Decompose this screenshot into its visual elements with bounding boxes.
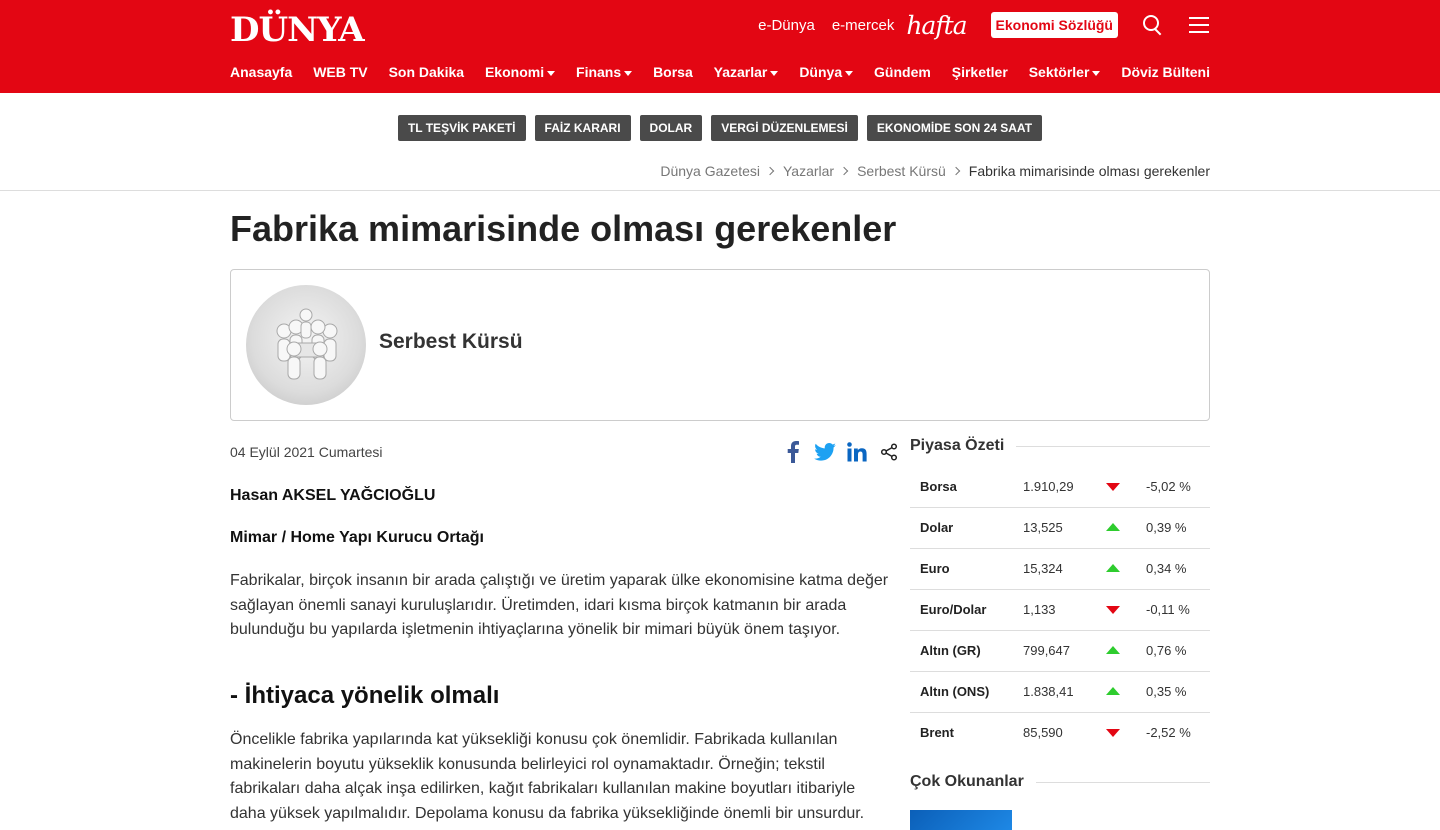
hafta-logo-link[interactable]: hafta (906, 10, 967, 40)
most-read-title (910, 773, 1210, 791)
author-title: Mimar / Home Yapı Kurucu Ortağı (230, 529, 484, 546)
caret-down-icon (845, 71, 853, 76)
author-name: Hasan AKSEL YAĞCIOĞLU (230, 487, 436, 504)
market-name: Borsa (920, 479, 957, 494)
breadcrumb-home[interactable]: Dünya Gazetesi (660, 163, 760, 179)
search-icon[interactable] (1142, 14, 1164, 36)
market-row-altin-gr[interactable] (910, 631, 1210, 672)
arrow-up-icon (1106, 523, 1120, 531)
market-change: -2,52 % (1146, 725, 1191, 740)
linkedin-icon[interactable] (846, 440, 868, 464)
nav-item-yazarlar[interactable]: Yazarlar (714, 64, 779, 80)
tag-ekonomide-son-24-saat[interactable]: EKONOMİDE SON 24 SAAT (867, 115, 1042, 141)
breadcrumb (660, 163, 1210, 179)
arrow-up-icon (1106, 687, 1120, 695)
author-box (230, 269, 1210, 421)
tag-dolar[interactable]: DOLAR (640, 115, 703, 141)
market-change: 0,76 % (1146, 643, 1187, 658)
market-row-dolar[interactable] (910, 508, 1210, 549)
breadcrumb-yazarlar[interactable]: Yazarlar (782, 163, 835, 179)
market-change: -0,11 % (1146, 602, 1190, 617)
breadcrumb-current: Fabrika mimarisinde olması gerekenler (968, 163, 1210, 179)
article-paragraph: Öncelikle fabrika yapılarında kat yüksekliği konusu çok önemlidir. Fabrikada kullanılan makinelerin boyutu yükseklik konusunda belirleyici rol oynamaktadır. Örneğin; tekstil fabrikaları daha alçak inşa edilirken, kağıt fabrikaları kullanılan makine boyutları itibariyle daha yüksek yapılmalıdır. Depolama konusu da fabrika yüksekliğinde önemli bir unsurdur. (230, 731, 865, 822)
caret-down-icon (770, 71, 778, 76)
menu-icon[interactable] (1188, 14, 1210, 36)
ekonomi-sozlugu-button[interactable]: Ekonomi Sözlüğü (991, 12, 1118, 38)
market-summary-table (910, 467, 1210, 754)
market-change: 0,39 % (1146, 520, 1187, 535)
arrow-down-icon (1106, 729, 1120, 737)
e-dunya-link[interactable]: e-Dünya (758, 16, 815, 34)
market-summary-title (910, 437, 1210, 455)
nav-item-ekonomi[interactable]: Ekonomi (485, 64, 555, 80)
nav-item-doviz-bulteni[interactable]: Döviz Bülteni (1121, 64, 1210, 80)
most-read-thumbnail[interactable] (910, 810, 1012, 830)
nav-item-dunya[interactable]: Dünya (799, 64, 853, 80)
market-value: 1,133 (1023, 602, 1056, 617)
breadcrumb-serbest-kursu[interactable]: Serbest Kürsü (857, 163, 946, 179)
chevron-right-icon (766, 167, 774, 175)
market-row-euro[interactable] (910, 549, 1210, 590)
title-rule (1036, 782, 1210, 783)
caret-down-icon (1092, 71, 1100, 76)
share-icon[interactable] (878, 440, 900, 464)
nav-item-finans[interactable]: Finans (576, 64, 632, 80)
tag-faiz-karari[interactable]: FAİZ KARARI (535, 115, 631, 141)
nav-item-son-dakika[interactable]: Son Dakika (388, 64, 465, 80)
share-bar (782, 440, 900, 464)
article-subheading: - İhtiyaca yönelik olmalı (230, 682, 500, 709)
article-date: 04 Eylül 2021 Cumartesi (230, 444, 383, 460)
article-paragraph: Fabrikalar, birçok insanın bir arada çalıştığı ve üretim yaparak ülke ekonomisine katma değer sağlayan önemli sanayi kuruluşlarıdır. Üretimden, idari kısma birçok katmanın bir arada bulunduğu bu yapılarda işletmenin ihtiyaçlarına yönelik bir mimari büyük önem taşıyor. (230, 572, 889, 638)
tag-tl-tesvik-paketi[interactable]: TL TEŞVİK PAKETİ (398, 115, 526, 141)
market-name: Dolar (920, 520, 954, 535)
site-logo[interactable]: DÜNYA (230, 10, 364, 50)
twitter-icon[interactable] (814, 440, 836, 464)
nav-item-gundem[interactable]: Gündem (874, 64, 931, 80)
market-value: 799,647 (1023, 643, 1070, 658)
header-top-links (741, 10, 1210, 40)
arrow-up-icon (1106, 646, 1120, 654)
title-rule (1016, 446, 1210, 447)
market-name: Euro (920, 561, 950, 576)
market-change: 0,35 % (1146, 684, 1187, 699)
arrow-up-icon (1106, 564, 1120, 572)
trending-tags (0, 115, 1440, 141)
chevron-right-icon (840, 167, 848, 175)
site-header (0, 0, 1440, 93)
market-value: 1.838,41 (1023, 684, 1074, 699)
caret-down-icon (624, 71, 632, 76)
market-summary-label: Piyasa Özeti (910, 437, 1005, 454)
market-name: Altın (GR) (920, 643, 981, 658)
market-change: -5,02 % (1146, 479, 1191, 494)
most-read-label: Çok Okunanlar (910, 773, 1024, 790)
main-nav (230, 64, 1210, 80)
chevron-right-icon (952, 167, 960, 175)
nav-item-sirketler[interactable]: Şirketler (951, 64, 1008, 80)
market-name: Euro/Dolar (920, 602, 987, 617)
e-mercek-link[interactable]: e-mercek (831, 16, 895, 34)
nav-item-anasayfa[interactable]: Anasayfa (230, 64, 293, 80)
market-value: 85,590 (1023, 725, 1063, 740)
market-value: 15,324 (1023, 561, 1063, 576)
market-row-euro-dolar[interactable] (910, 590, 1210, 631)
arrow-down-icon (1106, 606, 1120, 614)
nav-item-web-tv[interactable]: WEB TV (313, 64, 368, 80)
author-column-name[interactable]: Serbest Kürsü (379, 330, 523, 353)
market-change: 0,34 % (1146, 561, 1187, 576)
market-name: Altın (ONS) (920, 684, 990, 699)
market-row-brent[interactable] (910, 713, 1210, 754)
header-divider (0, 190, 1440, 191)
article-title: Fabrika mimarisinde olması gerekenler (230, 208, 897, 249)
caret-down-icon (547, 71, 555, 76)
market-row-borsa[interactable] (910, 467, 1210, 508)
market-name: Brent (920, 725, 954, 740)
facebook-icon[interactable] (782, 440, 804, 464)
nav-item-sektorler[interactable]: Sektörler (1029, 64, 1101, 80)
author-avatar[interactable] (246, 285, 366, 405)
market-value: 13,525 (1023, 520, 1063, 535)
arrow-down-icon (1106, 483, 1120, 491)
market-row-altin-ons[interactable] (910, 672, 1210, 713)
market-value: 1.910,29 (1023, 479, 1074, 494)
tag-vergi-duzenlemesi[interactable]: VERGİ DÜZENLEMESİ (711, 115, 858, 141)
nav-item-borsa[interactable]: Borsa (653, 64, 693, 80)
